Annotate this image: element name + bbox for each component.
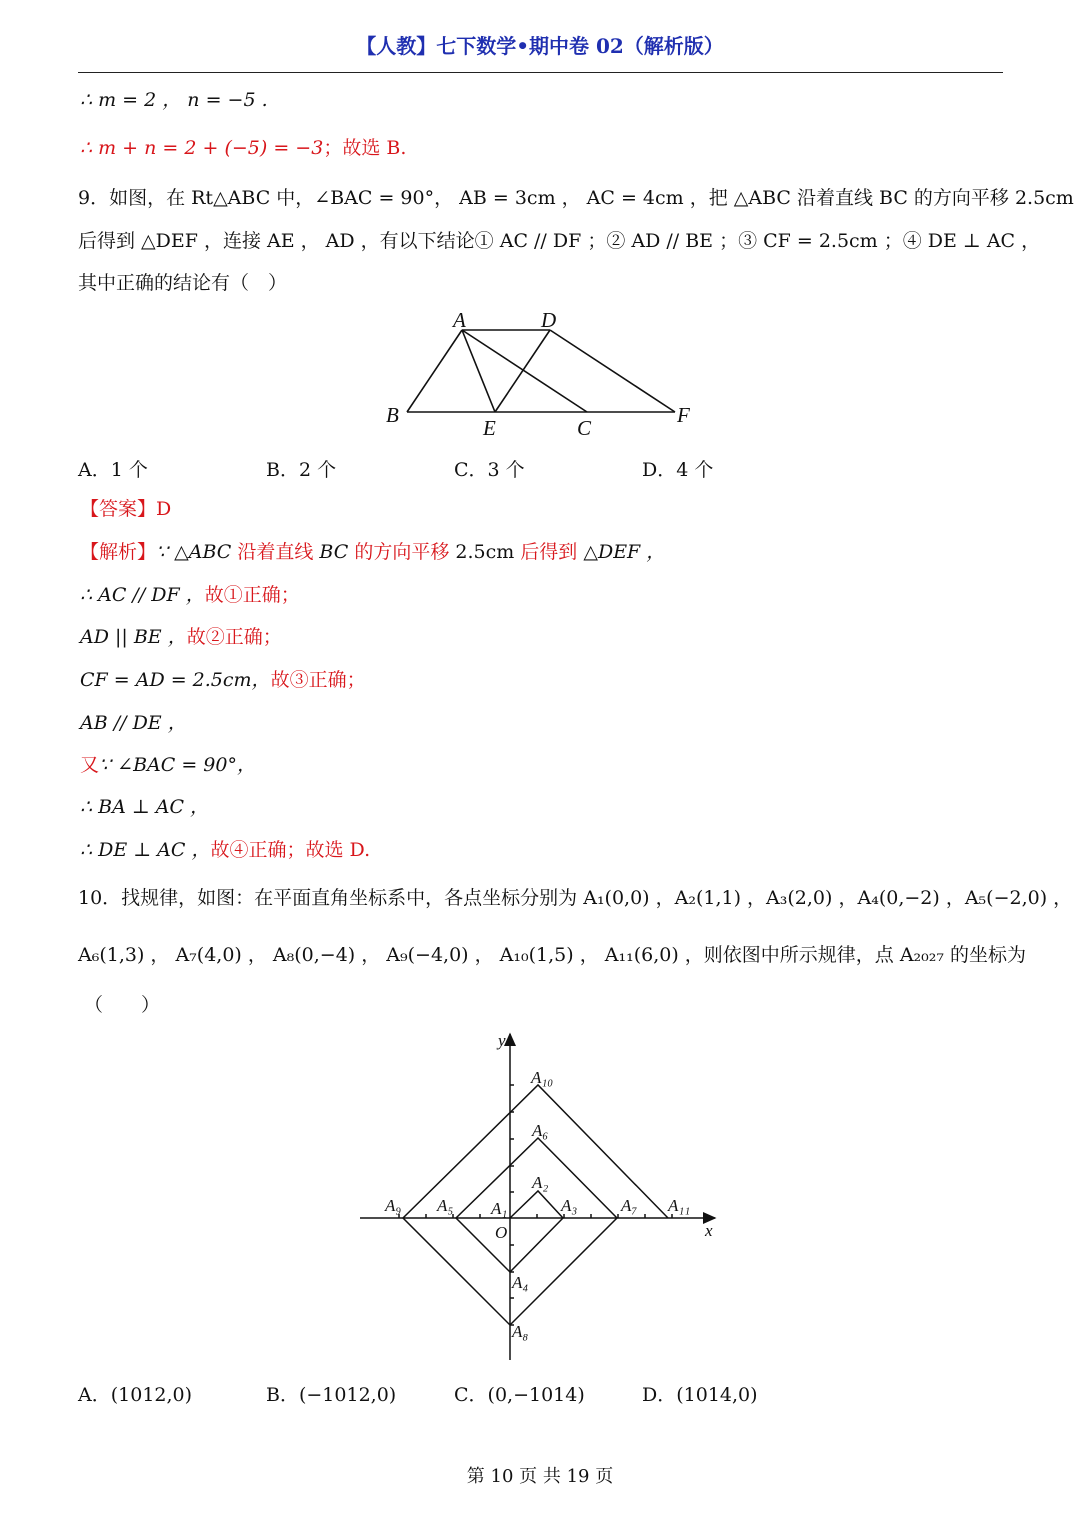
prev-line-2 — [80, 136, 406, 160]
q9-stem-line-2: 后得到 △DEF ，连接 AE ， AD ，有以下结论① AC // DF ；② AD // BE ；③ CF = 2.5cm ；④ DE ⊥ AC ， — [78, 230, 1041, 252]
q9-answer: 【答案】D — [80, 498, 172, 520]
q9-analysis-line-7: ∴ BA ⊥ AC ， — [80, 796, 210, 818]
page-footer: 第 10 页 共 19 页 — [466, 1466, 614, 1487]
q9-stem-line-1: 9．如图，在 Rt△ABC 中，∠BAC = 90°， AB = 3cm ， AC = 4cm ，把 △ABC 沿着直线 BC 的方向平移 2.5cm — [78, 187, 1074, 209]
label-A11: A₁₁ — [668, 1196, 691, 1215]
line-AE — [462, 330, 495, 412]
q10-figure — [355, 1028, 725, 1368]
q10-option-b: B．(−1012,0) — [266, 1384, 397, 1406]
label-C: C — [577, 416, 592, 440]
q9-analysis-line-3: AD || BE ，故②正确； — [80, 626, 282, 648]
label-A9: A₉ — [385, 1196, 402, 1215]
q10-option-d: D．(1014,0) — [642, 1384, 758, 1406]
q9-analysis-line-2: ∴ AC // DF ，故①正确； — [80, 584, 300, 606]
line-DE — [495, 330, 550, 412]
q10-option-a: A．(1012,0) — [78, 1384, 193, 1406]
label-y: y — [498, 1031, 506, 1050]
label-F: F — [677, 403, 690, 427]
q10-stem-line-1: 10．找规律，如图：在平面直角坐标系中，各点坐标分别为 A₁(0,0) ，A₂(1,1) ，A₃(2,0) ，A₄(0,−2) ，A₅(−2,0) ， — [78, 887, 1073, 909]
label-A8: A₈ — [512, 1322, 529, 1341]
q10-stem-line-3: （ ） — [84, 994, 161, 1016]
q9-option-a: A．1 个 — [78, 459, 148, 481]
line-AB — [407, 330, 462, 412]
label-A: A — [453, 308, 466, 332]
header-rule — [78, 72, 1003, 73]
q10-option-c: C．(0,−1014) — [454, 1384, 585, 1406]
label-A4: A₄ — [512, 1273, 529, 1292]
q10-stem-line-2: A₆(1,3) ， A₇(4,0) ， A₈(0,−4) ， A₉(−4,0) ， A₁₀(1,5) ， A₁₁(6,0) ，则依图中所示规律，点 A₂₀₂₇ 的坐标为 — [78, 944, 1027, 966]
q9-stem-line-3: 其中正确的结论有（ ） — [78, 272, 288, 294]
label-A5: A₅ — [437, 1196, 454, 1215]
page-header-title: 【人教】七下数学•期中卷 02（解析版） — [356, 34, 724, 58]
q9-analysis-line-8: ∴ DE ⊥ AC ，故④正确；故选 D. — [80, 839, 371, 861]
q9-analysis-line-5: AB // DE ， — [80, 712, 187, 734]
prev-line-1: ∴ m = 2 ， n = −5 . — [80, 89, 268, 111]
label-A7: A₇ — [621, 1196, 638, 1215]
label-x: x — [705, 1221, 713, 1240]
label-A10: A₁₀ — [531, 1068, 554, 1087]
label-A6: A₆ — [532, 1121, 549, 1140]
q9-analysis-line-1: 【解析】∵ △ABC 沿着直线 BC 的方向平移 2.5cm 后得到 △DEF ， — [80, 541, 666, 563]
q9-option-c: C．3 个 — [454, 459, 525, 481]
q9-figure — [380, 300, 700, 445]
q9-option-d: D．4 个 — [642, 459, 714, 481]
q9-analysis-line-6: 又∵ ∠BAC = 90°， — [80, 754, 256, 776]
label-E: E — [483, 416, 496, 440]
q9-option-b: B．2 个 — [266, 459, 337, 481]
label-D: D — [541, 308, 557, 332]
prev-line-2-math: ∴ m + n = 2 + (−5) = −3 — [80, 137, 324, 159]
label-A2: A₂ — [532, 1173, 549, 1192]
prev-line-2-tail: ；故选 B. — [323, 137, 407, 159]
label-B: B — [386, 403, 399, 427]
q9-analysis-line-4: CF = AD = 2.5cm，故③正确； — [80, 669, 366, 691]
label-A3: A₃ — [561, 1196, 578, 1215]
label-A1: A₁ — [491, 1199, 508, 1218]
label-O: O — [495, 1223, 508, 1242]
